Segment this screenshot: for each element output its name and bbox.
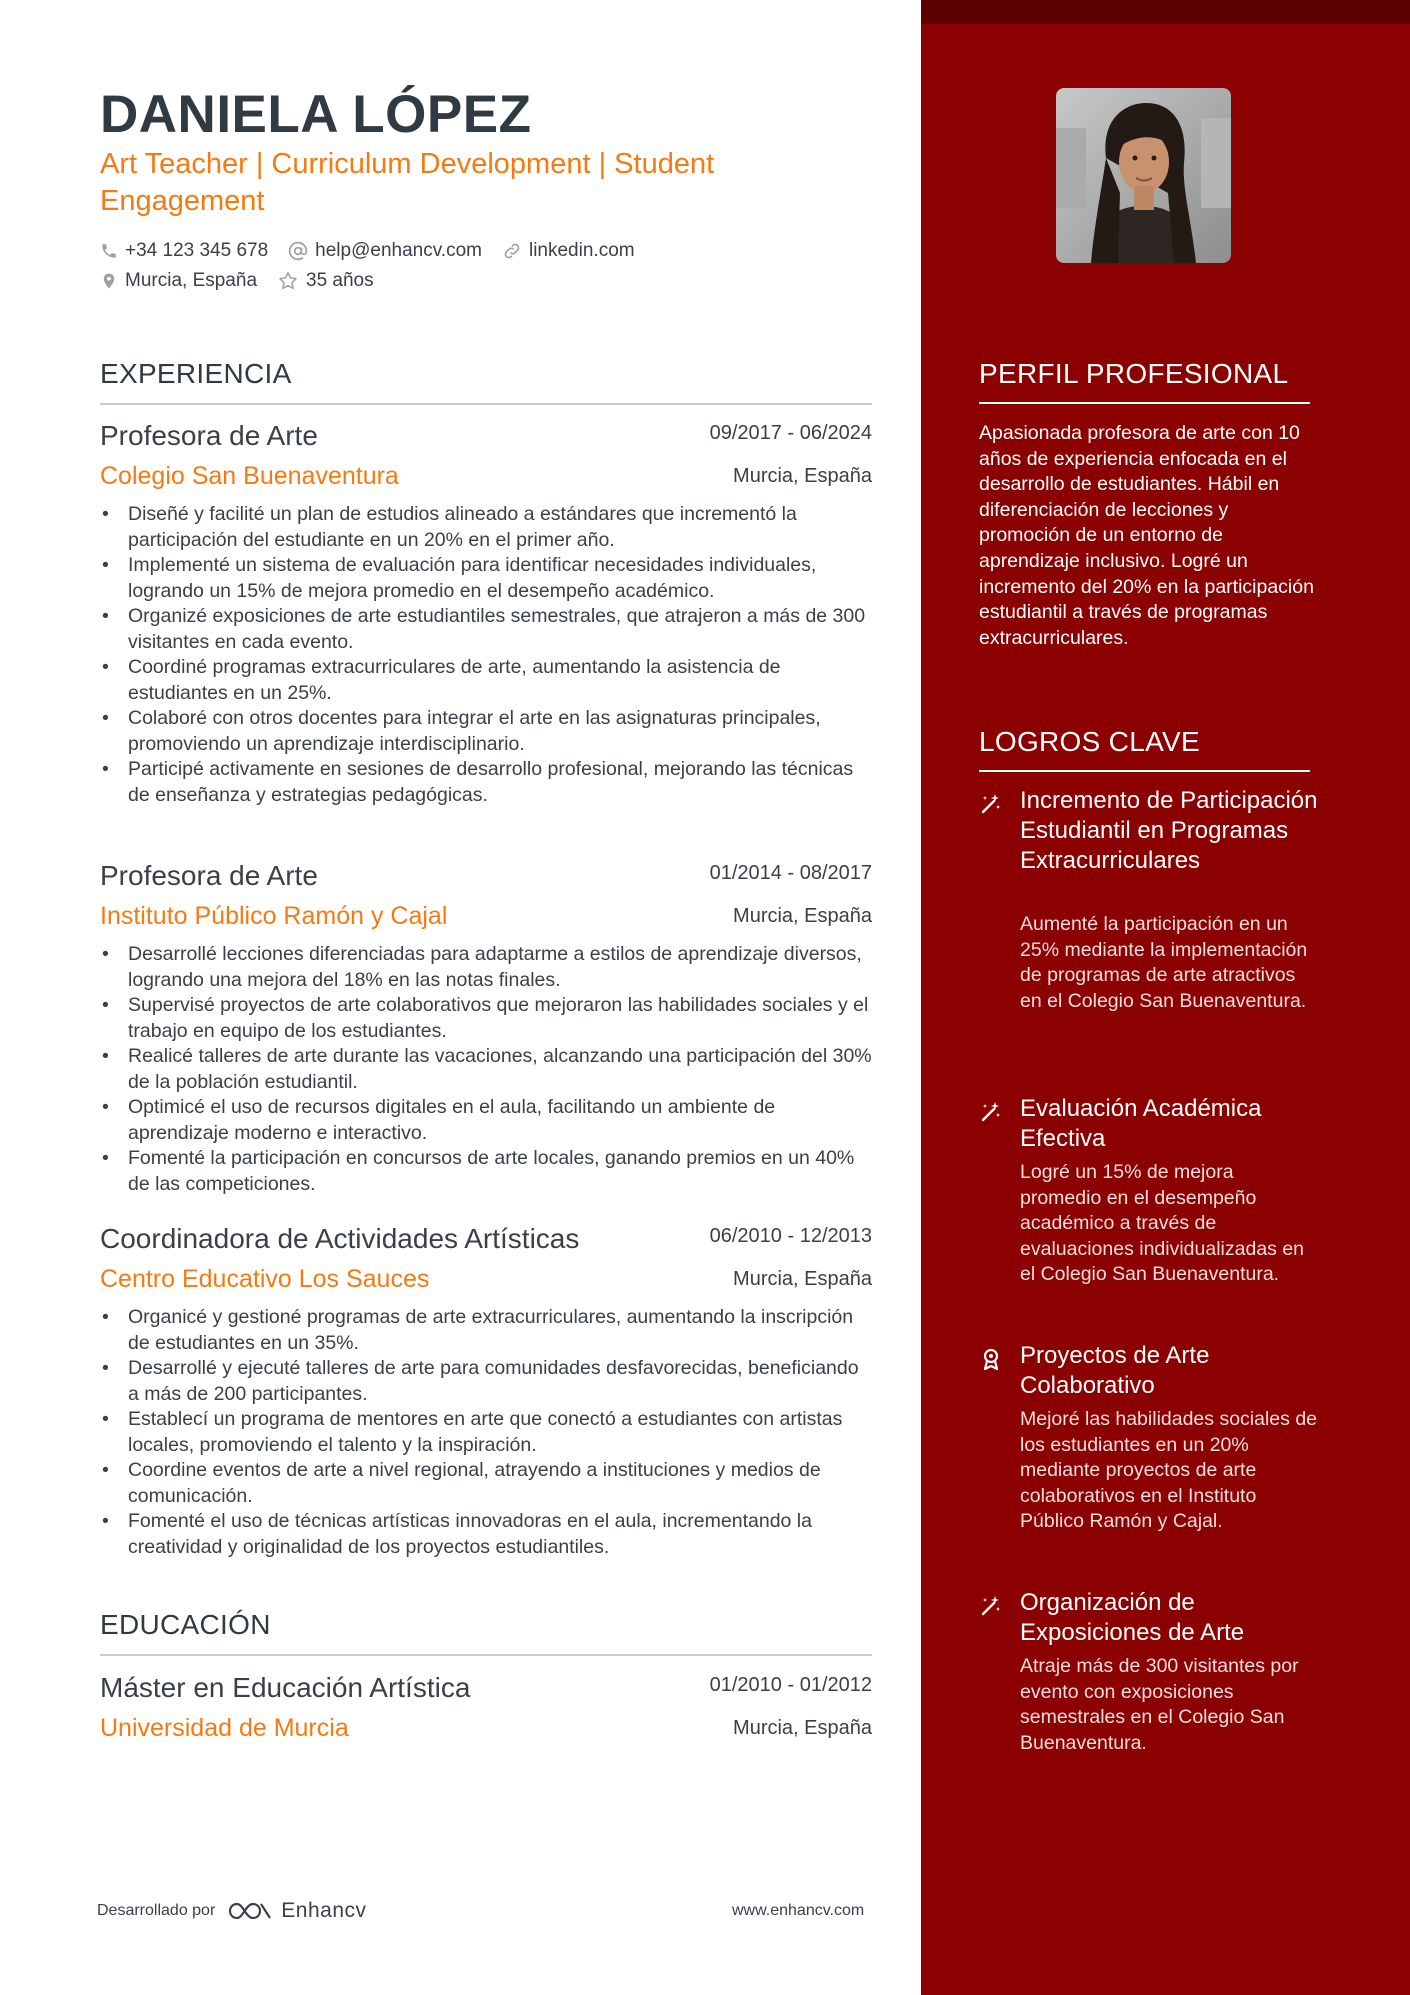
job-bullet: • Organizé exposiciones de arte estudiantiles semestrales, que atrajeron a más de 300 visitantes en cada evento.: [100, 604, 872, 655]
job-company: Instituto Público Ramón y Cajal: [100, 902, 448, 930]
achievement-description: Logré un 15% de mejora promedio en el desempeño académico a través de evaluaciones individualizadas en el Colegio San Buenaventura.: [1020, 1161, 1305, 1286]
job-company: Colegio San Buenaventura: [100, 462, 399, 490]
job-bullet: • Coordine eventos de arte a nivel regional, atrayendo a instituciones y medios de comunicación.: [100, 1458, 872, 1509]
achievements-divider: [979, 770, 1310, 772]
contact-row-2: [100, 268, 394, 294]
powered-by-text: Desarrollado por: [97, 1902, 216, 1919]
job-bullet: • Implementé un sistema de evaluación para identificar necesidades individuales, logrando un 15% de mejora promedio en el desempeño académico.: [100, 553, 872, 604]
job-company: Centro Educativo Los Sauces: [100, 1265, 430, 1293]
profile-photo-image: [1056, 88, 1231, 263]
degree-title: Máster en Educación Artística: [100, 1672, 471, 1703]
contact-row-1: [100, 238, 655, 264]
candidate-name: DANIELA LÓPEZ: [100, 85, 532, 144]
job-bullet: • Participé activamente en sesiones de desarrollo profesional, mejorando las técnicas de enseñanza y estrategias pedagógicas.: [100, 757, 872, 808]
experience-section-title: EXPERIENCIA: [100, 358, 292, 389]
location-pin-icon: [100, 271, 118, 291]
achievements-section-title: LOGROS CLAVE: [979, 726, 1200, 757]
job-bullet: • Diseñé y facilité un plan de estudios alineado a estándares que incrementó la participación del estudiante en un 20% en el primer año.: [100, 502, 872, 553]
magic-wand-icon: [979, 792, 1003, 816]
job-bullet: • Establecí un programa de mentores en arte que conectó a estudiantes con artistas locales, promoviendo el talento y la inspiración.: [100, 1407, 872, 1458]
achievement-description: Aumenté la participación en un 25% mediante la implementación de programas de arte atractivos en el Colegio San Buenaventura.: [1020, 913, 1308, 1012]
linkedin-contact[interactable]: [502, 240, 635, 262]
phone-contact: [100, 240, 268, 262]
job-bullet: • Colaboré con otros docentes para integrar el arte en las asignaturas principales, promoviendo un aprendizaje interdisciplinario.: [100, 706, 872, 757]
candidate-headline: Art Teacher | Curriculum Development | Student Engagement: [100, 148, 715, 217]
enhancv-brand-name: Enhancv: [281, 1899, 367, 1922]
education-location: Murcia, España: [733, 1717, 872, 1739]
job-bullets: [100, 1305, 872, 1560]
job-location: Murcia, España: [733, 905, 872, 927]
job-bullets: [100, 942, 872, 1197]
school-name: Universidad de Murcia: [100, 1714, 349, 1742]
job-bullets: [100, 502, 872, 808]
job-dates: 06/2010 - 12/2013: [709, 1225, 872, 1247]
job-location: Murcia, España: [733, 1268, 872, 1290]
education-divider: [100, 1654, 872, 1656]
profile-divider: [979, 402, 1310, 404]
job-bullet: • Desarrollé lecciones diferenciadas para adaptarme a estilos de aprendizaje diversos, logrando una mejora del 18% en las notas finales.: [100, 942, 872, 993]
achievement-title: Proyectos de Arte Colaborativo: [1020, 1342, 1210, 1399]
at-sign-icon: [288, 241, 308, 261]
profile-section-title: PERFIL PROFESIONAL: [979, 358, 1289, 389]
enhancv-logo-icon: [227, 1899, 273, 1923]
job-bullet: • Fomenté la participación en concursos de arte locales, ganando premios en un 40% de las competiciones.: [100, 1146, 872, 1197]
job-bullet: • Realicé talleres de arte durante las vacaciones, alcanzando una participación del 30% de la población estudiantil.: [100, 1044, 872, 1095]
link-icon: [502, 241, 522, 261]
job-title: Profesora de Arte: [100, 420, 318, 451]
job-dates: 01/2014 - 08/2017: [709, 862, 872, 884]
age-text: 35 años: [306, 270, 374, 291]
footer-website[interactable]: www.enhancv.com: [732, 1902, 865, 1919]
age-contact: [277, 270, 374, 292]
award-ribbon-icon: [979, 1347, 1003, 1371]
email-text[interactable]: help@enhancv.com: [315, 240, 482, 261]
job-title: Coordinadora de Actividades Artísticas: [100, 1223, 580, 1254]
job-title: Profesora de Arte: [100, 860, 318, 891]
achievement-title: Evaluación Académica Efectiva: [1020, 1095, 1262, 1152]
phone-text: +34 123 345 678: [125, 240, 269, 261]
education-section-title: EDUCACIÓN: [100, 1609, 271, 1640]
achievement-title: Organización de Exposiciones de Arte: [1020, 1589, 1245, 1646]
profile-summary: Apasionada profesora de arte con 10 años de experiencia enfocada en el desarrollo de estudiantes. Hábil en diferenciación de lecciones y promoción de un entorno de aprendizaje inclusivo. Logré un incremento del 20% en la participación estudiantil a través de programas extracurriculares.: [979, 422, 1314, 649]
profile-photo: [1056, 88, 1231, 263]
email-contact[interactable]: [288, 240, 482, 262]
magic-wand-icon: [979, 1594, 1003, 1618]
sidebar-top-band: [921, 0, 1410, 24]
star-icon: [277, 270, 299, 292]
achievement-description: Atraje más de 300 visitantes por evento con exposiciones semestrales en el Colegio San Buenaventura.: [1020, 1655, 1299, 1754]
achievement-title: Incremento de Participación Estudiantil en Programas Extracurriculares: [1020, 787, 1318, 874]
location-contact: [100, 270, 257, 292]
job-bullet: • Organicé y gestioné programas de arte extracurriculares, aumentando la inscripción de estudiantes en un 35%.: [100, 1305, 872, 1356]
job-bullet: • Desarrollé y ejecuté talleres de arte para comunidades desfavorecidas, beneficiando a más de 200 participantes.: [100, 1356, 872, 1407]
phone-icon: [100, 242, 118, 260]
achievement-description: Mejoré las habilidades sociales de los estudiantes en un 20% mediante proyectos de arte colaborativos en el Instituto Público Ramón y Cajal.: [1020, 1408, 1318, 1533]
magic-wand-icon: [979, 1100, 1003, 1124]
linkedin-text[interactable]: linkedin.com: [528, 240, 635, 261]
sidebar: [921, 0, 1410, 1995]
job-bullet: • Optimicé el uso de recursos digitales en el aula, facilitando un ambiente de aprendizaje moderno e interactivo.: [100, 1095, 872, 1146]
job-bullet: • Coordiné programas extracurriculares de arte, aumentando la asistencia de estudiantes en un 25%.: [100, 655, 872, 706]
job-bullet: • Fomenté el uso de técnicas artísticas innovadoras en el aula, incrementando la creatividad y originalidad de los proyectos estudiantiles.: [100, 1509, 872, 1560]
education-dates: 01/2010 - 01/2012: [709, 1674, 872, 1696]
job-dates: 09/2017 - 06/2024: [709, 422, 872, 444]
footer-credit: [97, 1896, 367, 1926]
experience-divider: [100, 403, 872, 405]
location-text: Murcia, España: [125, 270, 258, 291]
job-location: Murcia, España: [733, 465, 872, 487]
enhancv-logo[interactable]: [227, 1899, 366, 1923]
job-bullet: • Supervisé proyectos de arte colaborativos que mejoraron las habilidades sociales y el trabajo en equipo de los estudiantes.: [100, 993, 872, 1044]
